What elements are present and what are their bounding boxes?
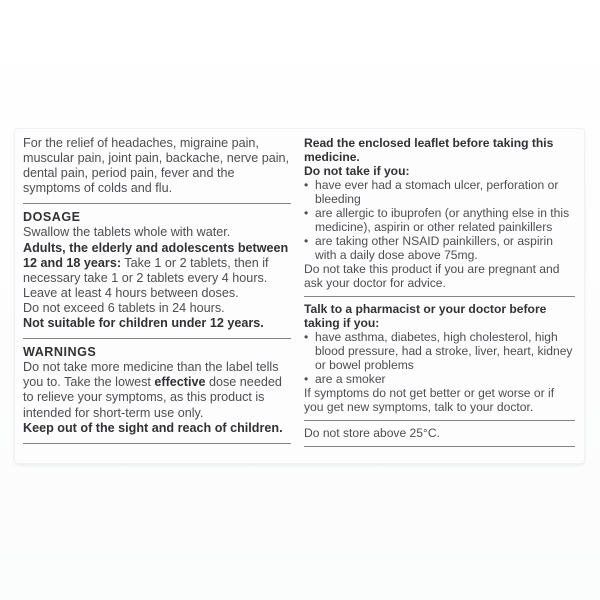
bold-text-segment: WARNINGS: [23, 345, 97, 360]
text-segment: Take 1 or 2 tablets, then if necessary take 1 or 2 tablets every 4 hours.: [23, 255, 269, 285]
text-segment: Leave at least 4 hours between doses.: [23, 285, 239, 300]
text-segment: Do not exceed 6 tablets in 24 hours.: [23, 300, 225, 315]
section-heading: [23, 210, 291, 225]
bullet-list: [304, 330, 575, 386]
bullet-icon: •: [304, 234, 309, 248]
text-paragraph: [304, 386, 575, 414]
bullet-text: [315, 372, 575, 386]
text-segment: are allergic to ibuprofen (or anything else in this medicine), aspirin or other related painkillers: [315, 206, 570, 234]
bullet-item: [304, 372, 575, 386]
text-segment: dose needed to relieve your symptoms, as this product is intended for short-term use only.: [23, 375, 282, 420]
section-divider-rule: [304, 446, 575, 447]
text-paragraph: [23, 225, 291, 331]
section-divider-rule: [304, 420, 575, 421]
text-segment: are a smoker: [315, 372, 386, 386]
text-paragraph: [23, 136, 291, 196]
text-paragraph: [304, 426, 575, 440]
bullet-icon: •: [304, 330, 309, 344]
bold-text-segment: Read the enclosed leaflet before taking this medicine.: [304, 136, 554, 164]
text-segment: are taking other NSAID painkillers, or aspirin with a daily dose above 75mg.: [315, 234, 553, 262]
bullet-list: [304, 178, 575, 262]
text-paragraph: [23, 360, 291, 435]
panel-left-column: [23, 136, 291, 463]
text-segment: Swallow the tablets whole with water.: [23, 225, 231, 240]
bullet-text: [315, 330, 575, 372]
text-segment: have asthma, diabetes, high cholesterol, high blood pressure, had a stroke, liver, heart, kidney or bowel problems: [315, 330, 573, 372]
text-segment: have ever had a stomach ulcer, perforation or bleeding: [315, 178, 559, 206]
bullet-item: [304, 206, 575, 234]
bullet-item: [304, 330, 575, 372]
bullet-item: [304, 234, 575, 262]
bullet-icon: •: [304, 178, 309, 192]
text-segment: For the relief of headaches, migraine pain, muscular pain, joint pain, backache, nerve pain, dental pain, period pain, fever and the symptoms of colds and flu.: [23, 136, 290, 196]
bold-text-segment: Not suitable for children under 12 years.: [23, 316, 264, 331]
section-divider-rule: [304, 296, 575, 297]
bold-text-segment: DOSAGE: [23, 210, 81, 225]
text-segment: Do not take more medicine than the label tells you to. Take the lowest: [23, 360, 279, 390]
bullet-text: [315, 234, 575, 262]
text-paragraph: [304, 262, 575, 290]
bold-text-segment: Talk to a pharmacist or your doctor before taking if you:: [304, 302, 547, 330]
bullet-text: [315, 178, 575, 206]
bullet-icon: •: [304, 206, 309, 220]
panel-right-column: [304, 136, 575, 463]
bold-text-segment: Adults, the elderly and adolescents between 12 and 18 years:: [23, 240, 289, 270]
section-divider-rule: [23, 443, 291, 444]
text-paragraph: [304, 302, 575, 330]
bold-text-segment: Keep out of the sight and reach of children.: [23, 420, 283, 435]
medicine-box-back-panel: [15, 129, 584, 463]
section-divider-rule: [23, 338, 291, 339]
text-paragraph: [304, 136, 575, 178]
section-heading: [23, 345, 291, 360]
bold-text-segment: Do not take if you:: [304, 164, 410, 178]
bullet-icon: •: [304, 372, 309, 386]
bullet-item: [304, 178, 575, 206]
text-segment: Do not take this product if you are pregnant and ask your doctor for advice.: [304, 262, 560, 290]
text-segment: Do not store above 25°C.: [304, 426, 440, 440]
section-divider-rule: [23, 203, 291, 204]
bold-text-segment: effective: [154, 375, 206, 390]
bullet-text: [315, 206, 575, 234]
text-segment: If symptoms do not get better or get worse or if you get new symptoms, talk to your doctor.: [304, 386, 555, 414]
